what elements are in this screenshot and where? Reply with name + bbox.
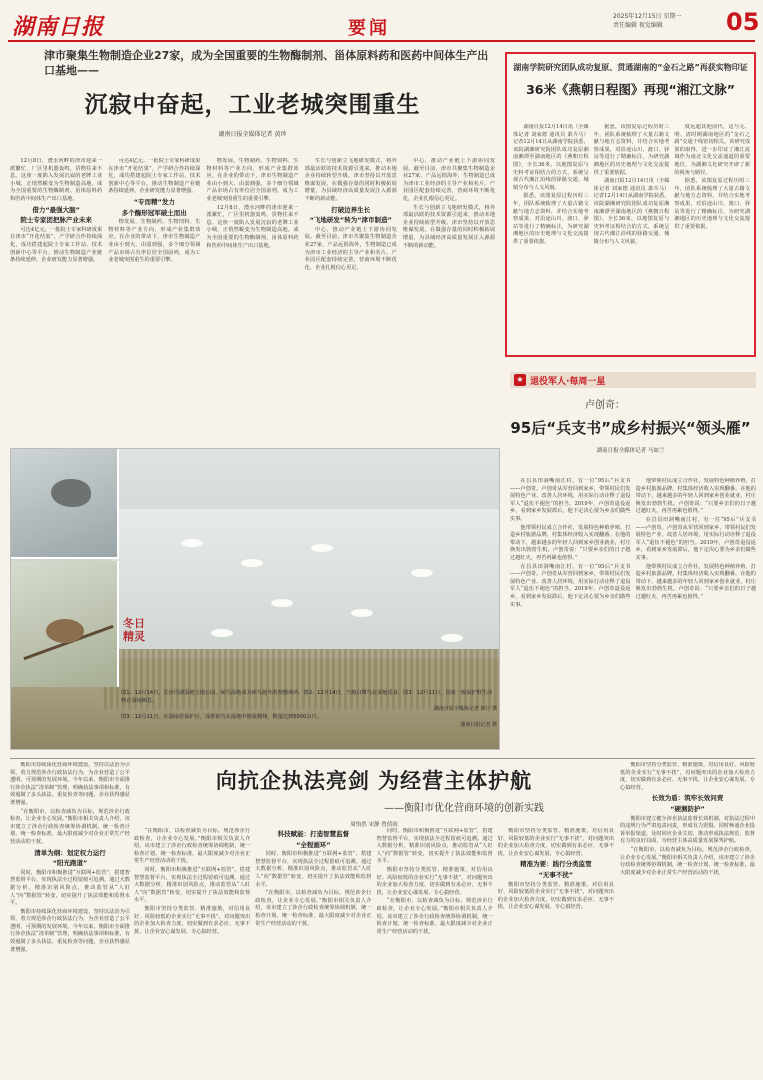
paragraph: 生长与创新立飞地研发模式，将外部最活跃的技术资源引进来，推动本地企业持续转型升级。津市坚持以开放思维谋发展，在做强存量的同时积极拓展增量，为县域经济高质量发展注入源源不断的新动能。 bbox=[402, 204, 496, 249]
caption-credit: 湖南日报全媒体记者 徐行 摄 bbox=[433, 706, 497, 712]
paragraph: “在衡阳市，以检查减负为目标，规范涉企行政检查，让企业专心发展。”衡阳市相关负责人介绍，该市建立了涉企行政检查统筹协调机制，统一检查计划、统一检查标准，最大限度减少对企业正常生产经营活动的干扰。 bbox=[134, 828, 251, 865]
swan bbox=[181, 539, 203, 547]
lead-story-body bbox=[10, 158, 495, 440]
article-column bbox=[513, 124, 589, 352]
paragraph: 可达4亿元。一批院士专家科研成果在津市“开花结果”，产学研合作持续深化，成功搭建起院士专家工作站、技术创新中心等平台，推动生物制造产业链条持续延伸，企业研发能力显著增强。 bbox=[108, 158, 201, 195]
article-column bbox=[108, 158, 200, 440]
bird-photo-2 bbox=[11, 561, 119, 687]
paragraph: 他带领村民成立合作社，发展特色种植养殖，打造乡村旅游品牌，村集体经济收入实现翻番。在他的带动下，越来越多的年轻人回到家乡创业就业，村庄焕发出勃勃生机。卢创奇说：“只要乡亲们的日子越过越红火，再苦再累也值得。” bbox=[510, 524, 631, 561]
paragraph: 湖南日报12月14日讯（全媒体记者 刘家德 通讯员 萧卉马）记者12月14日从湖南学院获悉，该院湖湘研究院团队成功复原湘南湘潭至湖南地区的《燕朝日程图》，全长36米，以地图复原与史料考证相结合的方式，系统呈现古代湘江沿线的驿路交通、城镇分布与人文风貌。 bbox=[593, 178, 670, 245]
bottom-story-body bbox=[134, 828, 614, 1074]
subhead: 多个酶形冠军破土而出 bbox=[121, 208, 187, 217]
paragraph: 在昌县田洞嘴南江村，有一位“95后”兵支书——卢创奇。卢创奇从军营回到家乡，带领村民们发展特色产业、改善人居环境，用实际行动诠释了退役军人“退伍不褪色”的担当。2019年，卢创奇退役返乡，看到家乡发展滞后，他下定决心要为乡亲们做些实事。 bbox=[510, 563, 631, 608]
paragraph: 在昌县田洞嘴南江村，有一位“95后”兵支书——卢创奇。卢创奇从军营回到家乡，带领村民们发展特色产业、改善人居环境，用实际行动诠释了退役军人“退伍不褪色”的担当。2019年，卢创奇退役返乡，看到家乡发展滞后，他下定决心要为乡亲们做些实事。 bbox=[635, 516, 756, 561]
swan bbox=[411, 569, 433, 577]
paragraph: 在昌县田洞嘴南江村，有一位“95后”兵支书——卢创奇。卢创奇从军营回到家乡，带领村民们发展特色产业、改善人居环境，用实际行动诠释了退役军人“退伍不褪色”的担当。2019年，卢创奇退役返乡，看到家乡发展滞后，他下定决心要为乡亲们做些实事。 bbox=[510, 478, 631, 522]
veteran-story-kicker: 卢创奇： bbox=[585, 400, 625, 411]
bottom-story-subtitle: ——衡阳市优化营商环境的创新实践 bbox=[384, 803, 544, 814]
paragraph: 12月8日，澧水河畔的津市迎来一派繁忙，厂区里机器轰鸣，货物往来不息。这座一度陷入发展沉寂的老牌工业小城，正悄然蜕变为生物制造高地，成为全国重要的生物酶制剂、甾体原料药和医药中间体生产出口基地。 bbox=[10, 158, 103, 202]
paragraph: 物发展、生物制药、生物饲料、生物材料等产业方向，形成产业集群效应。在企业的带动下，津市生物制造产业由小到大、由弱到强，多个细分领域产品市场占有率位居全国前列，成为工业老城突围重生的重要引擎。 bbox=[108, 219, 201, 264]
paragraph: 12月8日，澧水河畔的津市迎来一派繁忙，厂区里机器轰鸣，货物往来不息。这座一度陷入发展沉寂的老牌工业小城，正悄然蜕变为生物制造高地，成为全国重要的生物酶制剂、甾体原料药和医药中间体生产出口基地。 bbox=[206, 204, 299, 249]
paragraph: 衡阳市持续深化营商环境建设，坚持以法治为引领，着力规范涉企行政执法行为，为企业营造了公平透明、可预期的发展环境。今年以来，衡阳市全面推行涉企执法“清单制”管理，明确执法事项和标准，有效遏制了多头执法、重复检查等问题，企业获得感显著增强。 bbox=[10, 762, 130, 806]
article-column bbox=[206, 158, 298, 440]
article-column bbox=[674, 124, 750, 352]
swan bbox=[271, 599, 293, 607]
paragraph: 中心，推动产业链上下游协同发展。截至目前，津市共聚集生物制造企业27家，产品远销海外，生物制造已成为津市工业经济的主导产业和名片。产业园区配套持续完善，营商环境不断优化，企业扎根信心更足。 bbox=[402, 158, 496, 202]
veteran-story-byline: 湖南日报全媒体记者 马如兰 bbox=[596, 448, 665, 454]
bird bbox=[46, 619, 84, 643]
lead-story-header bbox=[10, 48, 495, 138]
boxed-story-title: 36米《燕朝日程图》再现“湘江文脉” bbox=[526, 82, 735, 97]
paragraph: 衡阳市坚持分类监管、精准施策，对信用良好、风险较低的企业实行“无事不扰”，对问题突出的企业加大检查力度，切实做到有求必应、无事不扰，让企业安心谋发展、专心搞经营。 bbox=[497, 881, 614, 911]
swan bbox=[351, 609, 373, 617]
paragraph: 可达4亿元。一批院士专家科研成果在津市“开花结果”，产学研合作持续深化，成功搭建起院士专家工作站、技术创新中心等平台，推动生物制造产业链条持续延伸，企业研发能力显著增强。 bbox=[10, 226, 103, 264]
bottom-story-left bbox=[10, 762, 130, 1074]
photo-side-tag: 冬日精灵 bbox=[123, 617, 145, 643]
paragraph: 生长与创新立飞地研发模式，将外部最活跃的技术资源引进来，推动本地企业持续转型升级。津市坚持以开放思维谋发展，在做强存量的同时积极拓展增量，为县域经济高质量发展注入源源不断的新动能。 bbox=[304, 158, 397, 202]
subhead: “全程画环” bbox=[296, 840, 331, 849]
caption-text: 图1：12月14日，长沙洋湖湿地宝地公园，候鸟湿地成为候鸟越冬的理想场所。图2：12月14日，当地白鹭鸟在湿地觅食。图3：12月11日，国家一级保护野生动物在湿地栖息。 bbox=[121, 690, 493, 704]
subhead: 清单为纲：划定权力运行 bbox=[34, 848, 106, 857]
bottom-story-header bbox=[134, 765, 614, 828]
paragraph: “在衡阳市，以检查减负为目标，规范涉企行政检查，让企业专心发展。”衡阳市相关负责人介绍，该市建立了涉企行政检查统筹协调机制，统一检查计划、统一检查标准，最大限度减少对企业正常生产经营活动的干扰。 bbox=[255, 890, 372, 927]
paragraph: 同时，衡阳市积极推进“互联网+监管”，搭建智慧监督平台，实现执法全过程留痕可追溯。通过大数据分析，精准识别风险点，推动监管从“人盯人”向“数据管”转变，切实提升了执法效能和监督水平。 bbox=[376, 828, 493, 865]
paragraph: 他带领村民成立合作社，发展特色种植养殖，打造乡村旅游品牌，村集体经济收入实现翻番。在他的带动下，越来越多的年轻人回到家乡创业就业，村庄焕发出勃勃生机。卢创奇说：“只要乡亲们的日子越过越红火，再苦再累也值得。” bbox=[635, 563, 756, 600]
caption-text: 图3：12月11日，在湖南省保护区，成群候鸟在湿地中嬉戏翱翔，数量达到5000余只。 bbox=[121, 714, 322, 720]
subhead: 打破边界生长 bbox=[331, 205, 371, 214]
paragraph: 衡阳市坚持分类监管、精准施策，对信用良好、风险较低的企业实行“无事不扰”，对问题突出的企业加大检查力度，切实做到有求必应、无事不扰，让企业安心谋发展、专心搞经营。 bbox=[497, 828, 614, 857]
bird-photo-1 bbox=[11, 449, 119, 559]
bottom-story-byline: 周怡然 宋静 曾倩雨 bbox=[350, 822, 398, 828]
paragraph: 度远超其他前代，这与元、明、清时期湖南地区的“金石之路”交通干线密切相关。该研究成果的取得，进一步印证了湘江流域作为南北文化交流通道的重要地位，为湖湘文化研究开辟了新的视角与路径。 bbox=[674, 124, 751, 176]
star-icon: ★ bbox=[514, 374, 526, 386]
lead-story-byline: 湖南日报全媒体记者 黄珍 bbox=[218, 131, 287, 138]
date-line: 2025年12月15日 星期一 bbox=[613, 13, 682, 20]
swan bbox=[311, 544, 333, 552]
article-column bbox=[498, 828, 614, 1074]
masthead bbox=[8, 8, 760, 42]
subhead: 借力“最强大脑” bbox=[32, 205, 80, 214]
newspaper-logo: 湖南日报 bbox=[12, 14, 105, 40]
paragraph: 据悉，该图复原过程历时三年，团队系统梳理了大量古籍文献与地方志资料，并结合实地考察成果，对沿途山川、渡口、驿站等进行了精确标注，为研究湖湘地区的历史地理与文化交流提供了重要依据。 bbox=[593, 124, 670, 176]
paragraph: “在衡阳市，以检查减负为目标，规范涉企行政检查，让企业专心发展。”衡阳市相关负责人介绍，该市建立了涉企行政检查统筹协调机制，统一检查计划、统一检查标准，最大限度减少对企业正常生产经营活动的干扰。 bbox=[620, 846, 755, 876]
boxed-story-body bbox=[513, 124, 750, 352]
article-column bbox=[377, 828, 493, 1074]
veteran-story-header bbox=[505, 396, 756, 454]
caption-credit: 湖南日报记者 摄 bbox=[460, 722, 497, 728]
lead-story-title: 沉寂中奋起，工业老城突围重生 bbox=[84, 92, 421, 118]
editors-line: 责任编辑 视觉编辑 bbox=[613, 22, 663, 29]
subhead: “阳光跑道” bbox=[52, 859, 88, 868]
subhead: 科技赋能：打造智慧监督 bbox=[277, 830, 350, 838]
bottom-story-right bbox=[620, 762, 755, 1074]
veteran-story-title: 95后“兵支书”成乡村振兴“领头雁” bbox=[510, 419, 751, 437]
paragraph: 衡阳市建立健全涉企执法监督长效机制，对执法过程中的违规行为严肃追责问责，形成有力震慑。同时畅通企业投诉举报渠道，及时回应企业关切，推动形成执法规范、监督有力的良好局面，为经营主体高质量发展保驾护航。 bbox=[620, 815, 755, 845]
article-column bbox=[594, 124, 670, 352]
paragraph: 衡阳市坚持分类监管、精准施策，对信用良好、风险较低的企业实行“无事不扰”，对问题突出的企业加大检查力度，切实做到有求必应、无事不扰，让企业安心谋发展、专心搞经营。 bbox=[134, 905, 251, 935]
article-column bbox=[10, 762, 130, 1074]
paragraph: “在衡阳市，以检查减负为目标，规范涉企行政检查，让企业专心发展。”衡阳市相关负责人介绍，该市建立了涉企行政检查统筹协调机制，统一检查计划、统一检查标准，最大限度减少对企业正常生产经营活动的干扰。 bbox=[376, 898, 493, 935]
page-number: 05 bbox=[726, 8, 760, 36]
subhead: “硬测防护” bbox=[670, 804, 705, 813]
paragraph: 衡阳市坚持分类监管、精准施策，对信用良好、风险较低的企业实行“无事不扰”，对问题突出的企业加大检查力度，切实做到有求必应、无事不扰，让企业安心谋发展、专心搞经营。 bbox=[376, 866, 493, 896]
bottom-story-title: 向抗企执法亮剑 为经营主体护航 bbox=[215, 769, 533, 793]
paragraph: 湖南日报12月14日讯（全媒体记者 刘家德 通讯员 萧卉马）记者12月14日从湖南学院获悉，该院湖湘研究院团队成功复原湘南湘潭至湖南地区的《燕朝日程图》，全长36米，以地图复原与史料考证相结合的方式，系统呈现古代湘江沿线的驿路交通、城镇分布与人文风貌。 bbox=[513, 124, 589, 191]
boxed-story-kicker: 湖南学院研究团队成功复原、贯通湖南的“金石之路”再获实物印证 bbox=[513, 63, 748, 72]
paragraph: 同时，衡阳市积极推进“互联网+监管”，搭建智慧监督平台，实现执法全过程留痕可追溯。通过大数据分析，精准识别风险点，推动监管从“人盯人”向“数据管”转变，切实提升了执法效能和监督水平。 bbox=[255, 851, 372, 888]
swan bbox=[241, 559, 263, 567]
paragraph: 衡阳市坚持分类监管、精准施策，对信用良好、风险较低的企业实行“无事不扰”，对问题突出的企业加大检查力度，切实做到有求必应、无事不扰，让企业安心谋发展、专心搞经营。 bbox=[620, 762, 755, 791]
article-column bbox=[255, 828, 371, 1074]
series-label: 退役军人·每周一星 bbox=[530, 377, 606, 387]
article-column bbox=[403, 158, 495, 440]
series-banner bbox=[510, 372, 756, 388]
article-column bbox=[10, 158, 102, 440]
date-info bbox=[613, 12, 713, 30]
paragraph: 他带领村民成立合作社，发展特色种植养殖，打造乡村旅游品牌，村集体经济收入实现翻番。在他的带动下，越来越多的年轻人回到家乡创业就业，村庄焕发出勃勃生机。卢创奇说：“只要乡亲们的日子越过越红火，再苦再累也值得。” bbox=[635, 478, 756, 515]
subhead: 精准为要：践行分类监管 bbox=[520, 860, 592, 869]
article-column bbox=[620, 762, 755, 1074]
article-column bbox=[134, 828, 250, 1074]
boxed-story bbox=[505, 52, 756, 357]
swan bbox=[211, 629, 233, 637]
paragraph: 据悉，该图复原过程历时三年，团队系统梳理了大量古籍文献与地方志资料，并结合实地考察成果，对沿途山川、渡口、驿站等进行了精确标注，为研究湖湘地区的历史地理与文化交流提供了重要依据。 bbox=[674, 178, 751, 230]
subhead: “飞地研发”转为“津市制造” bbox=[309, 216, 392, 225]
paragraph: 衡阳市持续深化营商环境建设，坚持以法治为引领，着力规范涉企行政执法行为，为企业营造了公平透明、可预期的发展环境。今年以来，衡阳市全面推行涉企执法“清单制”管理，明确执法事项和标准，有效遏制了多头执法、重复检查等问题，企业获得感显著增强。 bbox=[10, 908, 130, 953]
subhead: “无事不扰” bbox=[538, 870, 574, 879]
subhead: 长效为盾：筑牢长效问责 bbox=[651, 794, 724, 803]
paragraph: 物发展、生物制药、生物饲料、生物材料等产业方向，形成产业集群效应。在企业的带动下，津市生物制造产业由小到大、由弱到强，多个细分领域产品市场占有率位居全国前列，成为工业老城突围重生的重要引擎。 bbox=[206, 158, 299, 202]
paragraph: 中心，推动产业链上下游协同发展。截至目前，津市共聚集生物制造企业27家，产品远销海外，生物制造已成为津市工业经济的主导产业和名片。产业园区配套持续完善，营商环境不断优化，企业扎根信心更足。 bbox=[304, 226, 397, 271]
bird bbox=[51, 479, 91, 507]
swan bbox=[441, 634, 463, 642]
paragraph: 同时，衡阳市积极推进“互联网+监管”，搭建智慧监督平台，实现执法全过程留痕可追溯。通过大数据分析，精准识别风险点，推动监管从“人盯人”向“数据管”转变，切实提升了执法效能和监督水平。 bbox=[10, 869, 130, 907]
photo-feature bbox=[10, 448, 500, 750]
paragraph: 据悉，该图复原过程历时三年，团队系统梳理了大量古籍文献与地方志资料，并结合实地考察成果，对沿途山川、渡口、驿站等进行了精确标注，为研究湖湘地区的历史地理与文化交流提供了重要依据。 bbox=[513, 193, 589, 245]
paragraph: “在衡阳市，以检查减负为目标，规范涉企行政检查，让企业专心发展。”衡阳市相关负责人介绍，该市建立了涉企行政检查统筹协调机制，统一检查计划、统一检查标准，最大限度减少对企业正常生产经营活动的干扰。 bbox=[10, 808, 130, 845]
article-column bbox=[305, 158, 397, 440]
subhead: 院士专家团把脉产业未来 bbox=[20, 216, 92, 225]
paragraph: 同时，衡阳市积极推进“互联网+监管”，搭建智慧监督平台，实现执法全过程留痕可追溯。通过大数据分析，精准识别风险点，推动监管从“人盯人”向“数据管”转变，切实提升了执法效能和监督水平。 bbox=[134, 866, 251, 904]
lead-story-kicker: 津市聚集生物制造企业27家，成为全国重要的生物酶制剂、甾体原料药和医药中间体生产出口基地—— bbox=[44, 49, 489, 77]
section-divider bbox=[10, 758, 755, 759]
section-title: 要闻 bbox=[348, 18, 390, 39]
photo-caption bbox=[121, 689, 497, 729]
subhead: “专而精”发力 bbox=[133, 197, 175, 206]
